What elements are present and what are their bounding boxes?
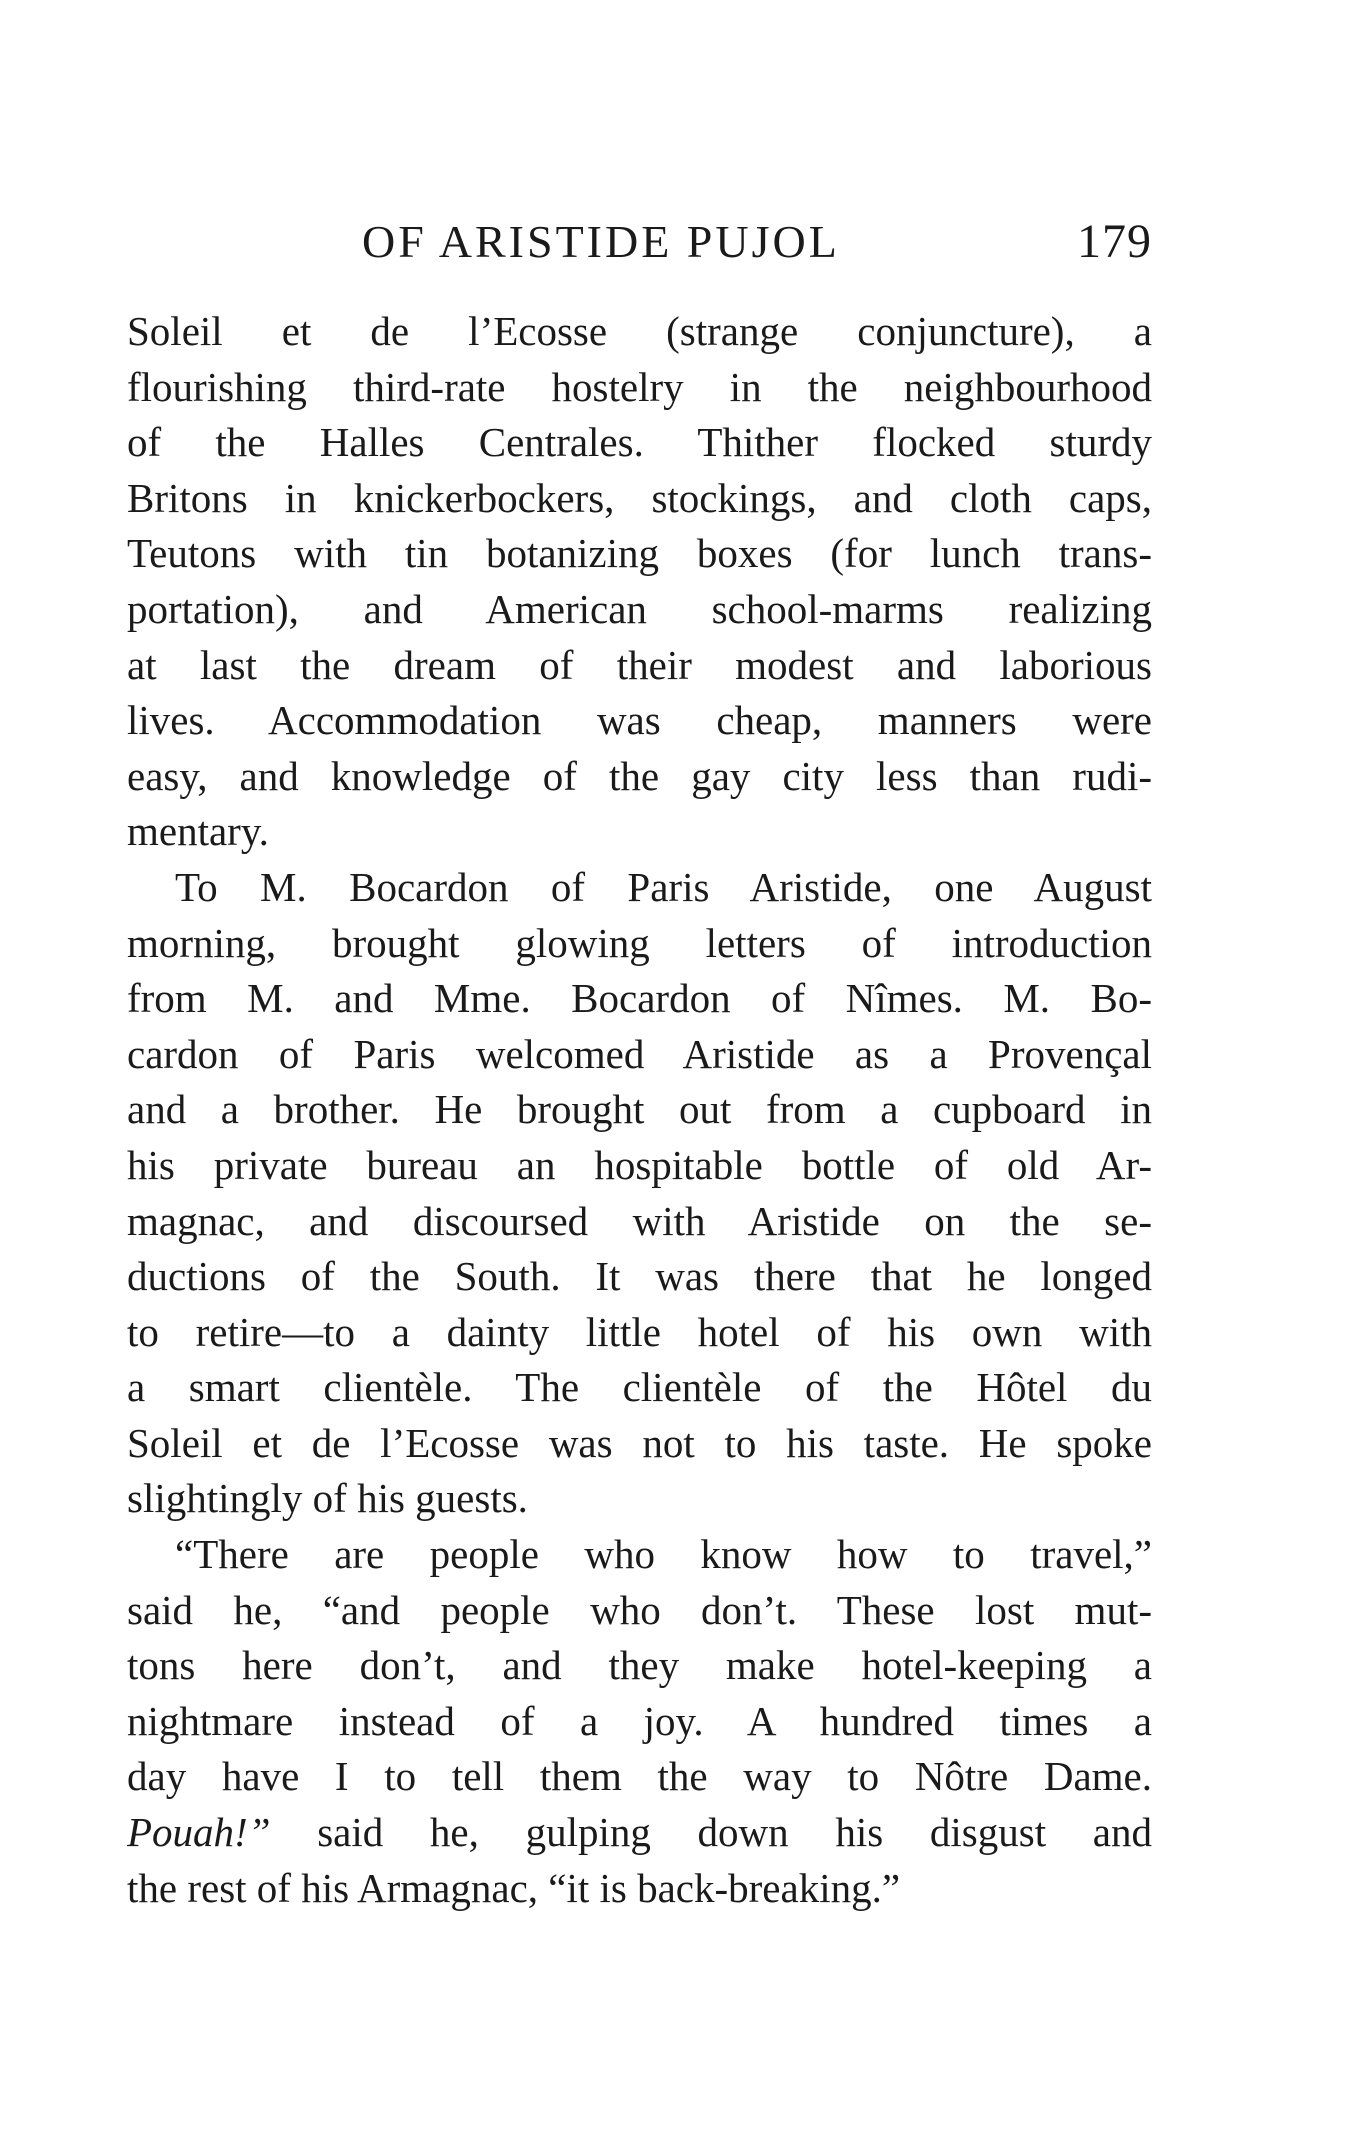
text-line: and a brother. He brought out from a cupboard in [127,1086,1152,1133]
text-line: his private bureau an hospitable bottle of old Ar- [127,1141,1152,1188]
text-line-italic-start [127,1805,1152,1861]
text-line: tons here don’t, and they make hotel-keeping a [127,1642,1152,1689]
text-line: easy, and knowledge of the gay city less than rudi- [127,752,1152,799]
text-line: cardon of Paris welcomed Aristide as a Provençal [127,1030,1152,1077]
text-line: portation), and American school-marms realizing [127,585,1152,632]
paragraph-start-line: “There are people who know how to travel,” [175,1531,1152,1578]
body-text [127,304,1152,1916]
running-title: OF ARISTIDE PUJOL [362,216,840,267]
text-line: Soleil et de l’Ecosse (strange conjuncture), a [127,308,1152,354]
text-line: a smart clientèle. The clientèle of the Hôtel du [127,1364,1152,1411]
text-line: Britons in knickerbockers, stockings, and cloth caps, [127,474,1152,521]
paragraph-end-line: mentary. [127,808,269,855]
text-line-rest: said he, gulping down his disgust and [270,1809,1152,1856]
text-line: Soleil et de l’Ecosse was not to his taste. He spoke [127,1419,1152,1466]
paragraph-end-line: the rest of his Armagnac, “it is back-breaking.” [127,1864,901,1911]
text-line: said he, “and people who don’t. These lost mut- [127,1586,1152,1633]
text-line: from M. and Mme. Bocardon of Nîmes. M. Bo- [127,975,1152,1022]
text-line: at last the dream of their modest and laborious [127,641,1152,688]
text-line: nightmare instead of a joy. A hundred times a [127,1697,1152,1744]
running-head [127,212,1152,272]
text-line: Teutons with tin botanizing boxes (for lunch trans- [127,530,1152,577]
text-line: lives. Accommodation was cheap, manners were [127,697,1152,744]
paragraph-end-line: slightingly of his guests. [127,1475,528,1522]
paragraph-start-line: To M. Bocardon of Paris Aristide, one August [175,863,1152,910]
text-line: of the Halles Centrales. Thither flocked sturdy [127,419,1152,466]
text-line: flourishing third-rate hostelry in the neighbourhood [127,363,1152,410]
page-number: 179 [1077,215,1152,268]
text-line: magnac, and discoursed with Aristide on the se- [127,1197,1152,1244]
text-line: morning, brought glowing letters of introduction [127,919,1152,966]
italic-exclamation: Pouah!” [127,1809,271,1856]
text-line: ductions of the South. It was there that he longed [127,1253,1152,1300]
text-line: day have I to tell them the way to Nôtre Dame. [127,1753,1152,1800]
text-line: to retire—to a dainty little hotel of his own with [127,1308,1152,1355]
